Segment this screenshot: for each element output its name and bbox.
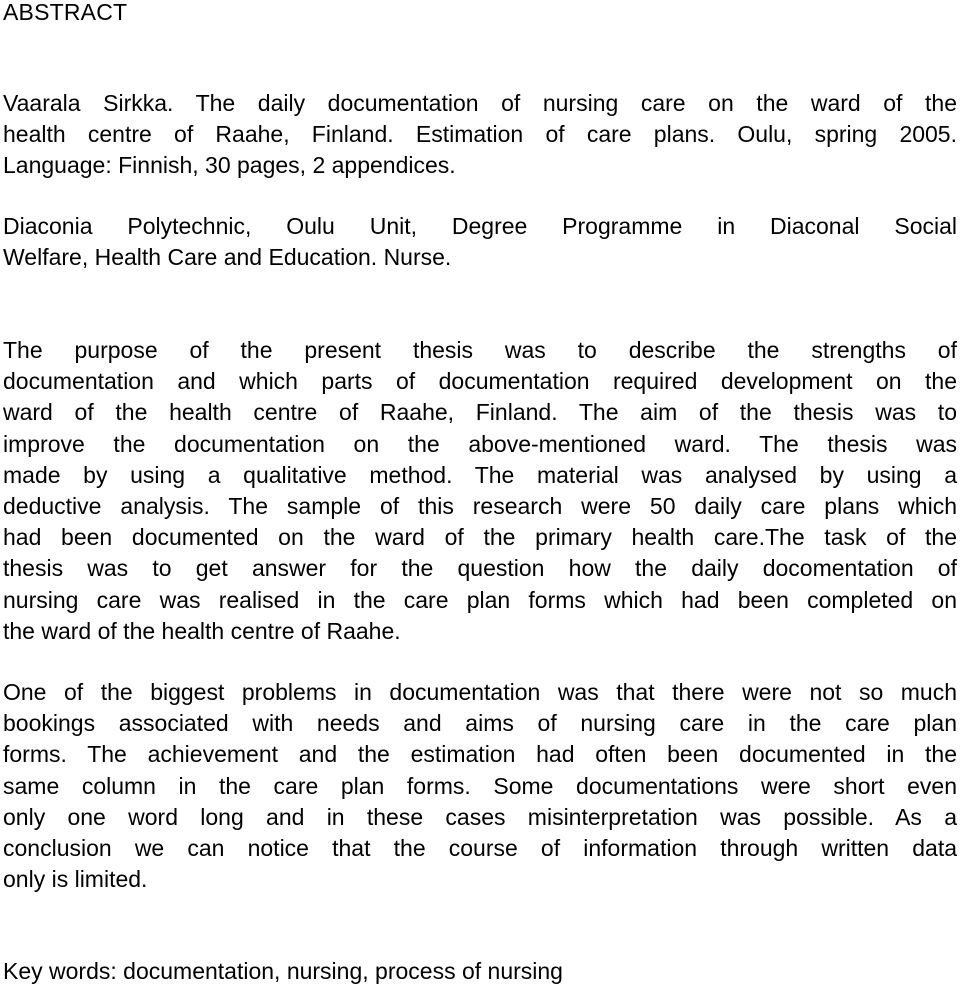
purpose-paragraph bbox=[3, 335, 957, 647]
affiliation-paragraph bbox=[3, 211, 957, 273]
purpose-line: made by using a qualitative method. The material was analysed by using a bbox=[3, 461, 957, 488]
findings-line: only one word long and in these cases misinterpretation was possible. As a bbox=[3, 803, 957, 830]
keywords-line: Key words: documentation, nursing, process of nursing bbox=[3, 958, 563, 984]
affiliation-line: Welfare, Health Care and Education. Nurse. bbox=[3, 244, 452, 271]
affiliation-line: Diaconia Polytechnic, Oulu Unit, Degree Programme in Diaconal Social bbox=[3, 213, 957, 239]
purpose-line: ward of the health centre of Raahe, Finland. The aim of the thesis was to bbox=[3, 399, 957, 426]
findings-line: same column in the care plan forms. Some documentations were short even bbox=[3, 772, 957, 799]
purpose-line: improve the documentation on the above-mentioned ward. The thesis was bbox=[3, 430, 957, 457]
page-title: ABSTRACT bbox=[3, 0, 128, 25]
citation-line: Vaarala Sirkka. The daily documentation of nursing care on the ward of the bbox=[3, 90, 957, 116]
purpose-line: nursing care was realised in the care plan forms which had been completed on bbox=[3, 586, 957, 613]
purpose-line: documentation and which parts of documentation required development on the bbox=[3, 368, 957, 395]
purpose-line: the ward of the health centre of Raahe. bbox=[3, 617, 401, 644]
purpose-line: The purpose of the present thesis was to describe the strengths of bbox=[3, 337, 957, 363]
findings-paragraph bbox=[3, 677, 957, 895]
findings-line: One of the biggest problems in documentation was that there were not so much bbox=[3, 679, 957, 705]
findings-line: conclusion we can notice that the course of information through written data bbox=[3, 834, 957, 861]
purpose-line: thesis was to get answer for the question how the daily docomentation of bbox=[3, 555, 957, 582]
citation-paragraph bbox=[3, 88, 957, 182]
findings-line: only is limited. bbox=[3, 866, 148, 893]
purpose-line: deductive analysis. The sample of this research were 50 daily care plans which bbox=[3, 492, 957, 519]
citation-line: Language: Finnish, 30 pages, 2 appendices. bbox=[3, 152, 456, 179]
findings-line: forms. The achievement and the estimation had often been documented in the bbox=[3, 741, 957, 768]
purpose-line: had been documented on the ward of the primary health care.The task of the bbox=[3, 524, 957, 551]
findings-line: bookings associated with needs and aims of nursing care in the care plan bbox=[3, 710, 957, 737]
citation-line: health centre of Raahe, Finland. Estimation of care plans. Oulu, spring 2005. bbox=[3, 121, 957, 148]
